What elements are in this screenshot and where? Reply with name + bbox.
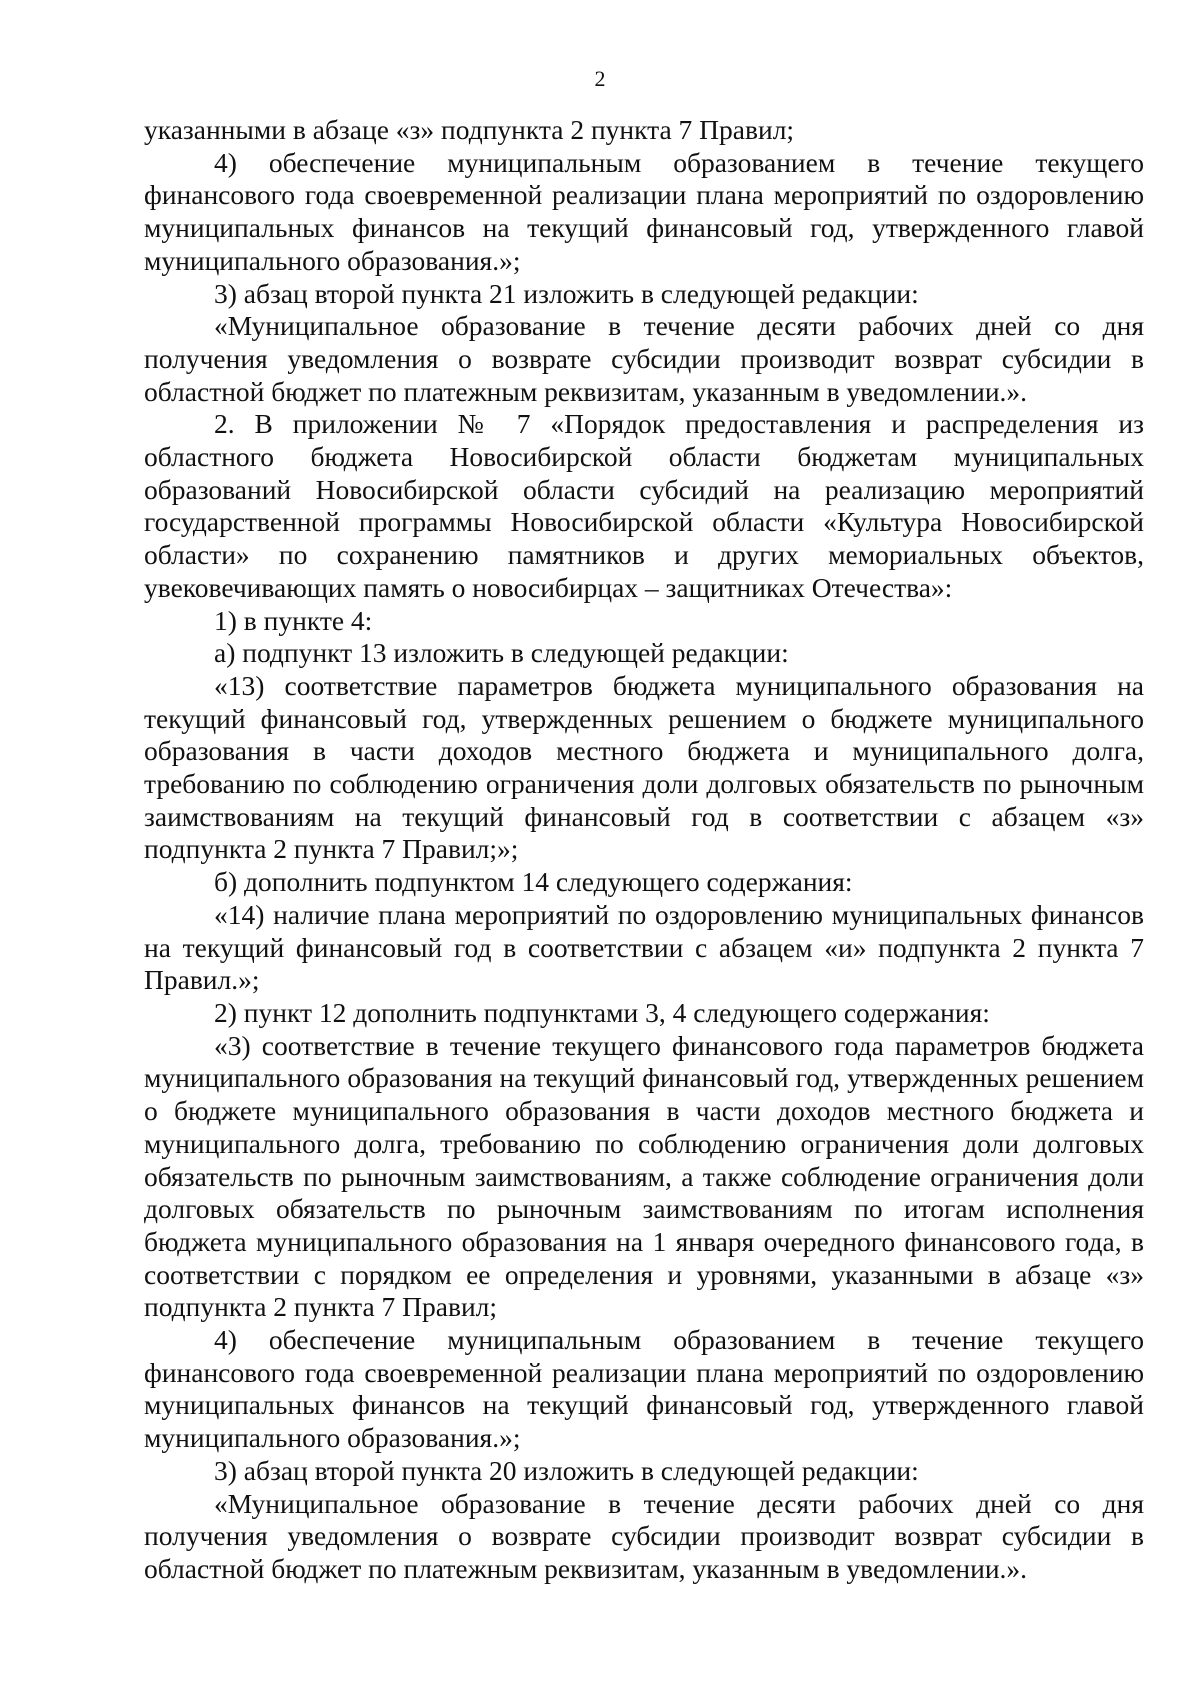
paragraph-10: «14) наличие плана мероприятий по оздоровлению муниципальных финансов на текущий финансовый год в соответствии с абзацем «и» подпункта 2 пункта 7 Правил.»;	[144, 898, 1144, 996]
page-number: 2	[594, 66, 606, 91]
paragraph-5: 2. В приложении № 7 «Порядок предоставления и распределения из областного бюджета Новосибирской области бюджетам муниципальных образований Новосибирской области субсидий на реализацию мероприятий государственной программы Новосибирской области «Культура Новосибирской области» по сохранению памятников и других мемориальных объектов, увековечивающих память о новосибирцах – защитниках Отечества»:	[144, 408, 1144, 603]
paragraph-9: б) дополнить подпунктом 14 следующего содержания:	[214, 866, 853, 898]
paragraph-8: «13) соответствие параметров бюджета муниципального образования на текущий финансовый год, утвержденных решением о бюджете муниципального образования в части доходов местного бюджета и муниципального долга, требованию по соблюдению ограничения доли долговых обязательств по рыночным заимствованиям на текущий финансовый год в соответствии с абзацем «з» подпункта 2 пункта 7 Правил;»;	[144, 669, 1144, 865]
paragraph-7: а) подпункт 13 изложить в следующей редакции:	[214, 637, 789, 669]
paragraph-1: указанными в абзаце «з» подпункта 2 пункта 7 Правил;	[144, 114, 795, 145]
paragraph-11: 2) пункт 12 дополнить подпунктами 3, 4 следующего содержания:	[214, 996, 990, 1028]
paragraph-13: 4) обеспечение муниципальным образованием в течение текущего финансового года своевременной реализации плана мероприятий по оздоровлению муниципальных финансов на текущий финансовый год, утвержденного главой муниципального образования.»;	[144, 1324, 1144, 1454]
paragraph-4: «Муниципальное образование в течение десяти рабочих дней со дня получения уведомления о возврате субсидии производит возврат субсидии в областной бюджет по платежным реквизитам, указанным в уведомлении.».	[144, 310, 1144, 407]
paragraph-2: 4) обеспечение муниципальным образованием в течение текущего финансового года своевременной реализации плана мероприятий по оздоровлению муниципальных финансов на текущий финансовый год, утвержденного главой муниципального образования.»;	[144, 146, 1144, 276]
paragraph-6: 1) в пункте 4:	[214, 604, 373, 636]
paragraph-3: 3) абзац второй пункта 21 изложить в следующей редакции:	[214, 277, 919, 309]
paragraph-14: 3) абзац второй пункта 20 изложить в следующей редакции:	[214, 1454, 919, 1486]
paragraph-15: «Муниципальное образование в течение десяти рабочих дней со дня получения уведомления о возврате субсидии производит возврат субсидии в областной бюджет по платежным реквизитам, указанным в уведомлении.».	[144, 1487, 1144, 1584]
document-body	[144, 114, 1144, 1586]
paragraph-12: «3) соответствие в течение текущего финансового года параметров бюджета муниципального образования на текущий финансовый год, утвержденных решением о бюджете муниципального образования в части доходов местного бюджета и муниципального долга, требованию по соблюдению ограничения доли долговых обязательств по рыночным заимствованиям, а также соблюдение ограничения доли долговых обязательств по рыночным заимствованиям по итогам исполнения бюджета муниципального образования на 1 января очередного финансового года, в соответствии с порядком ее определения и уровнями, указанными в абзаце «з» подпункта 2 пункта 7 Правил;	[144, 1029, 1144, 1323]
